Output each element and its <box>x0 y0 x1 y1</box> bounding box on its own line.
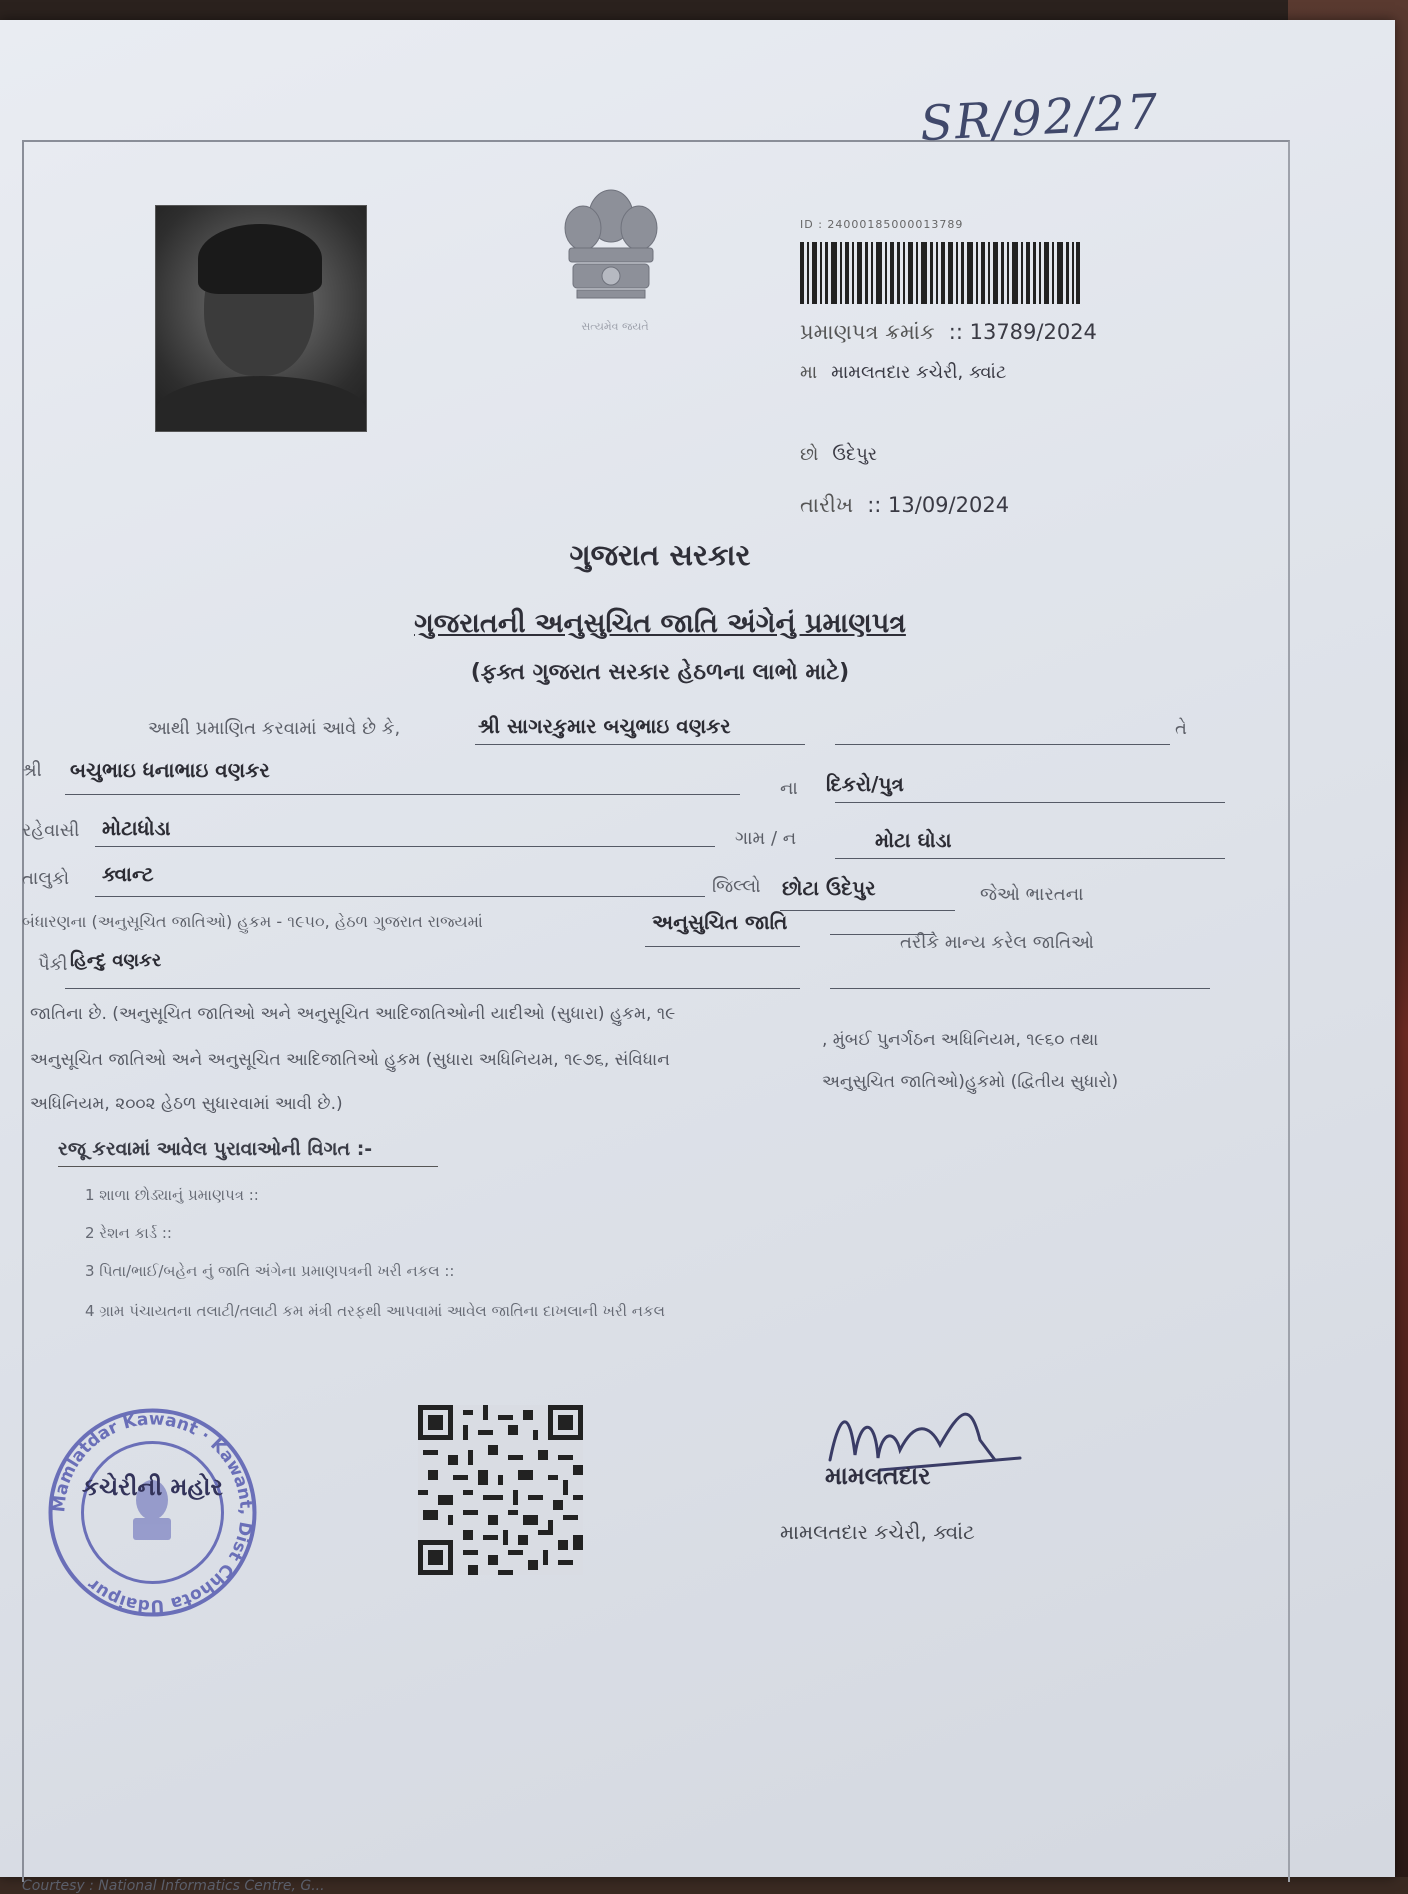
gam-line <box>835 858 1225 859</box>
shri-text: શ્રી <box>22 760 42 781</box>
district-prefix: છો <box>800 444 819 465</box>
taluka-label: તાલુકો <box>22 868 70 889</box>
district-label: જિલ્લો <box>712 876 761 897</box>
official-seal <box>45 1405 260 1620</box>
certificate-paper <box>0 20 1395 1894</box>
relation-line <box>835 802 1225 803</box>
certificate-title: ગુજરાતની અનુસુચિત જાતિ અંગેનું પ્રમાણપત્ર <box>414 608 906 639</box>
qr-code <box>418 1405 583 1575</box>
gam-label: ગામ / ન <box>735 828 797 849</box>
caste-value: હિન્દુ વણકર <box>70 950 162 971</box>
photo-shoulders <box>156 376 366 432</box>
certificate-number: :: 13789/2024 <box>948 320 1097 344</box>
na-text: ના <box>780 778 798 799</box>
emblem-caption: સત્યમેવ જયતે <box>581 320 649 333</box>
applicant-name: શ્રી સાગરકુમાર બચુભાઇ વણકર <box>478 714 731 738</box>
handwritten-reference: SR/92/27 <box>918 83 1161 153</box>
village-label: રહેવાસી <box>22 820 80 841</box>
village-value: મોટાધોડા <box>102 816 171 840</box>
te-text: તે <box>1175 718 1187 739</box>
applicant-name-line <box>475 744 805 745</box>
caste-label: પૈકી <box>38 954 68 975</box>
taluka-value: ક્વાન્ટ <box>102 862 154 886</box>
certificate-number-row <box>800 320 1097 345</box>
village-line <box>95 846 715 847</box>
issue-date: :: 13/09/2024 <box>867 493 1010 517</box>
district-line <box>780 910 955 911</box>
para-line-1a: જાતિના છે. (અનુસૂચિત જાતિઓ અને અનુસૂચિત આદિજાતિઓની યાદીઓ (સુધારા) હુકમ, ૧૯ <box>30 1004 676 1024</box>
relation: દિકરો/પુત્ર <box>826 772 904 796</box>
indian-text: જેઓ ભારતના <box>980 884 1084 905</box>
signatory-title: મામલતદાર <box>825 1462 931 1490</box>
government-title: ગુજરાત સરકાર <box>569 538 751 572</box>
district-row <box>800 444 877 465</box>
district-name: ઉદેપુર <box>832 444 878 465</box>
date-row <box>800 493 1009 518</box>
office-label: મામલતદાર કચેરી, ક્વાંટ <box>831 362 1007 383</box>
applicant-extra-line <box>835 744 1170 745</box>
seal-center-text: કચેરીની મહોર <box>82 1473 223 1501</box>
photo-hair <box>198 224 322 294</box>
caste-extra-line <box>830 988 1210 989</box>
gam-value: મોટા ઘોડા <box>875 828 952 852</box>
district-value: છોટા ઉદેપુર <box>782 876 876 900</box>
date-label: તારીખ <box>800 493 854 517</box>
para-line-2b: અનુસુચિત જાતિઓ)હુકમો (દ્વિતીય સુધારો) <box>822 1072 1119 1092</box>
certificate-subtitle: (ફક્ત ગુજરાત સરકાર હેઠળના લાભો માટે) <box>470 660 850 685</box>
national-emblem-icon <box>555 178 667 328</box>
document-item: 2 રેશન કાર્ડ :: <box>85 1224 172 1242</box>
father-name: બચુભાઇ ધનાભાઇ વણકર <box>70 758 270 782</box>
barcode-id: ID : 24000185000013789 <box>800 218 964 231</box>
certificate-number-label: પ્રમાણપત્ર ક્રમાંક <box>800 320 935 344</box>
order-text: બંધારણના (અનુસૂચિત જાતિઓ) હુકમ - ૧૯૫૦, હેઠળ ગુજરાત રાજ્યમાં <box>22 912 483 931</box>
barcode <box>800 242 1080 304</box>
para-line-2a: અનુસૂચિત જાતિઓ અને અનુસૂચિત આદિજાતિઓ હુકમ (સુધારા અધિનિયમ, ૧૯૭૬, સંવિધાન <box>30 1050 670 1070</box>
document-item: 3 પિતા/ભાઈ/બહેન નું જાતિ અંગેના પ્રમાણપત્રની ખરી નકલ :: <box>85 1262 455 1280</box>
signatory-office: મામલતદાર કચેરી, ક્વાંટ <box>780 1520 975 1544</box>
father-name-line <box>65 794 740 795</box>
office-row <box>800 362 1006 383</box>
recognized-text: તરીકે માન્ય કરેલ જાતિઓ <box>900 932 1094 953</box>
document-item: 1 શાળા છોડ્યાનું પ્રમાણપત્ર :: <box>85 1186 259 1204</box>
seal-ring-text: Mamlatdar Kawant · Kawant, Dist Chhota Udaipur <box>49 1409 256 1616</box>
intro-text: આથી પ્રમાણિત કરવામાં આવે છે કે, <box>148 718 401 739</box>
document-item: 4 ગ્રામ પંચાયતના તલાટી/તલાટી કમ મંત્રી તરફથી આપવામાં આવેલ જાતિના દાખલાની ખરી નકલ <box>85 1302 665 1320</box>
para-line-3: અધિનિયમ, ૨૦૦૨ હેઠળ સુધારવામાં આવી છે.) <box>30 1094 343 1114</box>
category-line <box>645 946 800 947</box>
taluka-line <box>95 896 705 897</box>
category-value: અનુસુચિત જાતિ <box>652 910 788 934</box>
para-line-1b: , મુંબઈ પુનર્ગઠન અધિનિયમ, ૧૯૬૦ તથા <box>822 1030 1099 1050</box>
documents-heading: રજૂ કરવામાં આવેલ પુરાવાઓની વિગત :- <box>58 1138 438 1167</box>
office-prefix: મા <box>800 362 818 383</box>
footer-courtesy: Courtesy : National Informatics Centre, G... <box>22 1878 325 1894</box>
applicant-photo <box>155 205 367 432</box>
caste-line <box>65 988 800 989</box>
